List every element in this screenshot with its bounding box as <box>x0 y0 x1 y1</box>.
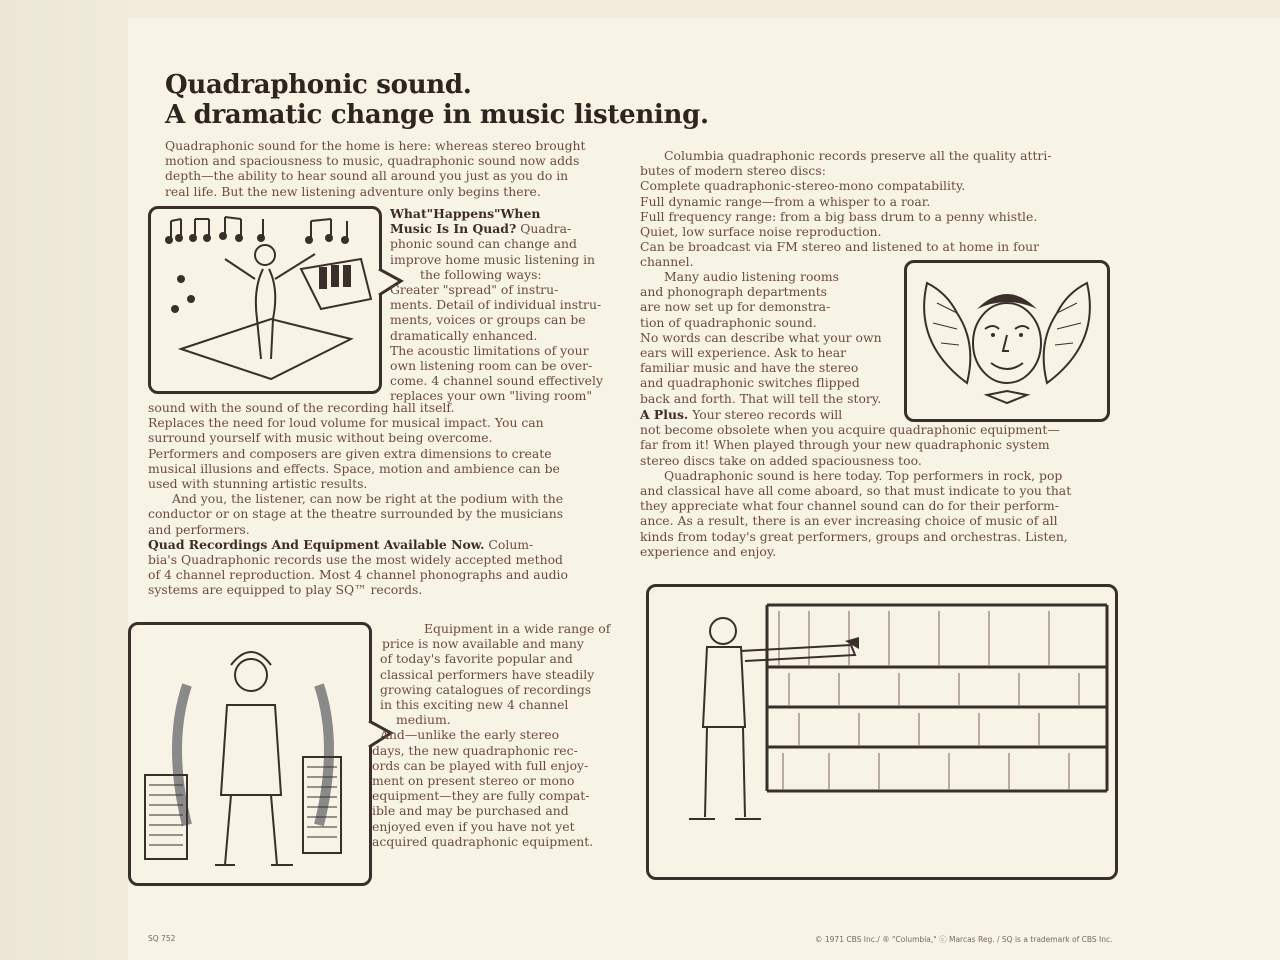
text-line: depth—the ability to hear sound all around you just as you do in <box>165 168 569 184</box>
text-line: Performers and composers are given extra dimensions to create <box>148 445 552 461</box>
intro-paragraph <box>165 138 625 199</box>
listener-drawing <box>131 625 401 887</box>
text-line: medium. <box>396 712 451 728</box>
text-line: are now set up for demonstra- <box>640 299 831 315</box>
text-line: growing catalogues of recordings <box>380 681 592 697</box>
text-line: ible and may be purchased and <box>372 803 569 819</box>
text-line: acquired quadraphonic equipment. <box>372 833 594 849</box>
text-line: motion and spaciousness to music, quadraphonic sound now adds <box>165 153 580 169</box>
text-line: and classical have all come aboard, so that must indicate to you that <box>640 483 1072 499</box>
conductor-illustration <box>148 206 382 394</box>
text-line: equipment—they are fully compat- <box>372 788 590 804</box>
what-happens-section <box>390 206 612 404</box>
page-title <box>165 70 709 130</box>
plus-heading: A Plus. <box>640 407 689 422</box>
text-line: Greater "spread" of instru- <box>390 282 559 298</box>
text-line: ords can be played with full enjoy- <box>372 757 589 773</box>
text-line: And you, the listener, can now be right at the podium with the <box>172 491 564 507</box>
text-line: classical performers have steadily <box>380 666 595 682</box>
text-line: back and forth. That will tell the story. <box>640 390 882 406</box>
text-line: Equipment in a wide range of <box>424 621 611 636</box>
text-line: Quadra- <box>520 221 572 237</box>
table-background <box>0 0 128 960</box>
title-line-2: A dramatic change in music listening. <box>165 100 709 130</box>
text-line: stereo discs take on added spaciousness too. <box>640 452 922 468</box>
attribute-item: Quiet, low surface noise reproduction. <box>640 224 882 240</box>
conductor-drawing <box>151 209 411 399</box>
record-shelves-illustration <box>646 584 1118 880</box>
record-shelves-drawing <box>649 587 1115 877</box>
text-line: tion of quadraphonic sound. <box>640 314 817 330</box>
text-line: Your stereo records will <box>692 407 843 422</box>
attribute-item: Full dynamic range—from a whisper to a roar. <box>640 193 931 209</box>
text-line: price is now available and many <box>382 636 584 652</box>
text-line: own listening room can be over- <box>390 358 593 374</box>
text-line: dramatically enhanced. <box>390 327 538 343</box>
a-plus-paragraph <box>640 407 1110 559</box>
equipment-paragraph <box>372 621 634 849</box>
text-line: far from it! When played through your new quadraphonic system <box>640 437 1050 453</box>
text-line: of 4 channel reproduction. Most 4 channel phonographs and audio <box>148 567 568 583</box>
text-line: Quadraphonic sound is here today. Top performers in rock, pop <box>664 467 1063 483</box>
text-line: conductor or on stage at the theatre surrounded by the musicians <box>148 506 564 522</box>
text-line: systems are equipped to play SQ™ records. <box>148 582 423 598</box>
text-line: replaces your own "living room" <box>390 388 593 404</box>
text-line: familiar music and have the stereo <box>640 360 859 376</box>
text-line: And—unlike the early stereo <box>380 727 560 743</box>
text-line: Quadraphonic sound for the home is here: whereas stereo brought <box>165 138 586 153</box>
happens-heading: What"Happens"When <box>390 206 541 221</box>
attribute-item: Complete quadraphonic-stereo-mono compatability. <box>640 178 966 194</box>
text-line: Columbia quadraphonic records preserve all the quality attri- <box>664 148 1052 163</box>
text-line: ments, voices or groups can be <box>390 312 586 328</box>
text-line: come. 4 channel sound effectively <box>390 373 603 389</box>
listener-illustration <box>128 622 372 886</box>
quad-heading: Quad Recordings And Equipment Available Now. <box>148 536 485 552</box>
text-line: kinds from today's great performers, groups and orchestras. Listen, <box>640 528 1068 544</box>
attribute-item: channel. <box>640 254 694 270</box>
text-line: days, the new quadraphonic rec- <box>372 742 578 758</box>
title-line-1: Quadraphonic sound. <box>165 70 472 100</box>
text-line: the following ways: <box>420 266 542 282</box>
happens-heading-cont: Music Is In Quad? <box>390 221 517 237</box>
text-line: they appreciate what four channel sound can do for their perform- <box>640 498 1059 514</box>
big-ears-illustration <box>904 260 1110 422</box>
text-line: of today's favorite popular and <box>380 651 573 667</box>
quality-attributes <box>640 148 1100 270</box>
text-line: used with stunning artistic results. <box>148 476 368 492</box>
text-line: and phonograph departments <box>640 284 828 300</box>
text-line: ment on present stereo or mono <box>372 773 575 789</box>
text-line: sound with the sound of the recording hall itself. <box>148 400 455 415</box>
text-line: in this exciting new 4 channel <box>380 697 569 713</box>
text-line: ance. As a result, there is an ever increasing choice of music of all <box>640 513 1058 529</box>
text-line: The acoustic limitations of your <box>390 342 589 358</box>
text-line: improve home music listening in <box>390 251 596 267</box>
legal-notice: © 1971 CBS Inc./ ® "Columbia," ⓒ Marcas Reg. / SQ is a trademark of CBS Inc. <box>815 935 1113 944</box>
text-line: not become obsolete when you acquire quadraphonic equipment— <box>640 422 1060 438</box>
text-line: real life. But the new listening adventure only begins there. <box>165 183 541 199</box>
text-line: surround yourself with music without being overcome. <box>148 430 493 446</box>
text-line: and performers. <box>148 521 250 537</box>
listening-rooms-paragraph <box>640 269 902 406</box>
benefits-paragraph <box>148 400 618 598</box>
text-line: and quadraphonic switches flipped <box>640 375 860 391</box>
text-line: musical illusions and effects. Space, motion and ambience can be <box>148 460 560 476</box>
text-line: phonic sound can change and <box>390 236 577 252</box>
text-line: butes of modern stereo discs: <box>640 163 826 179</box>
text-line: ears will experience. Ask to hear <box>640 345 847 361</box>
attribute-item: Full frequency range: from a big bass drum to a penny whistle. <box>640 208 1038 224</box>
text-line: Colum- <box>488 536 534 552</box>
text-line: Many audio listening rooms <box>664 269 839 284</box>
attribute-item: Can be broadcast via FM stereo and listened to at home in four <box>640 239 1040 255</box>
text-line: enjoyed even if you have not yet <box>372 818 575 834</box>
catalog-number: SQ 752 <box>148 934 176 943</box>
text-line: No words can describe what your own <box>640 329 882 345</box>
big-ears-drawing <box>907 263 1107 419</box>
text-line: Replaces the need for loud volume for musical impact. You can <box>148 415 544 431</box>
text-line: bia's Quadraphonic records use the most widely accepted method <box>148 552 563 568</box>
text-line: ments. Detail of individual instru- <box>390 297 602 313</box>
text-line: experience and enjoy. <box>640 543 777 559</box>
